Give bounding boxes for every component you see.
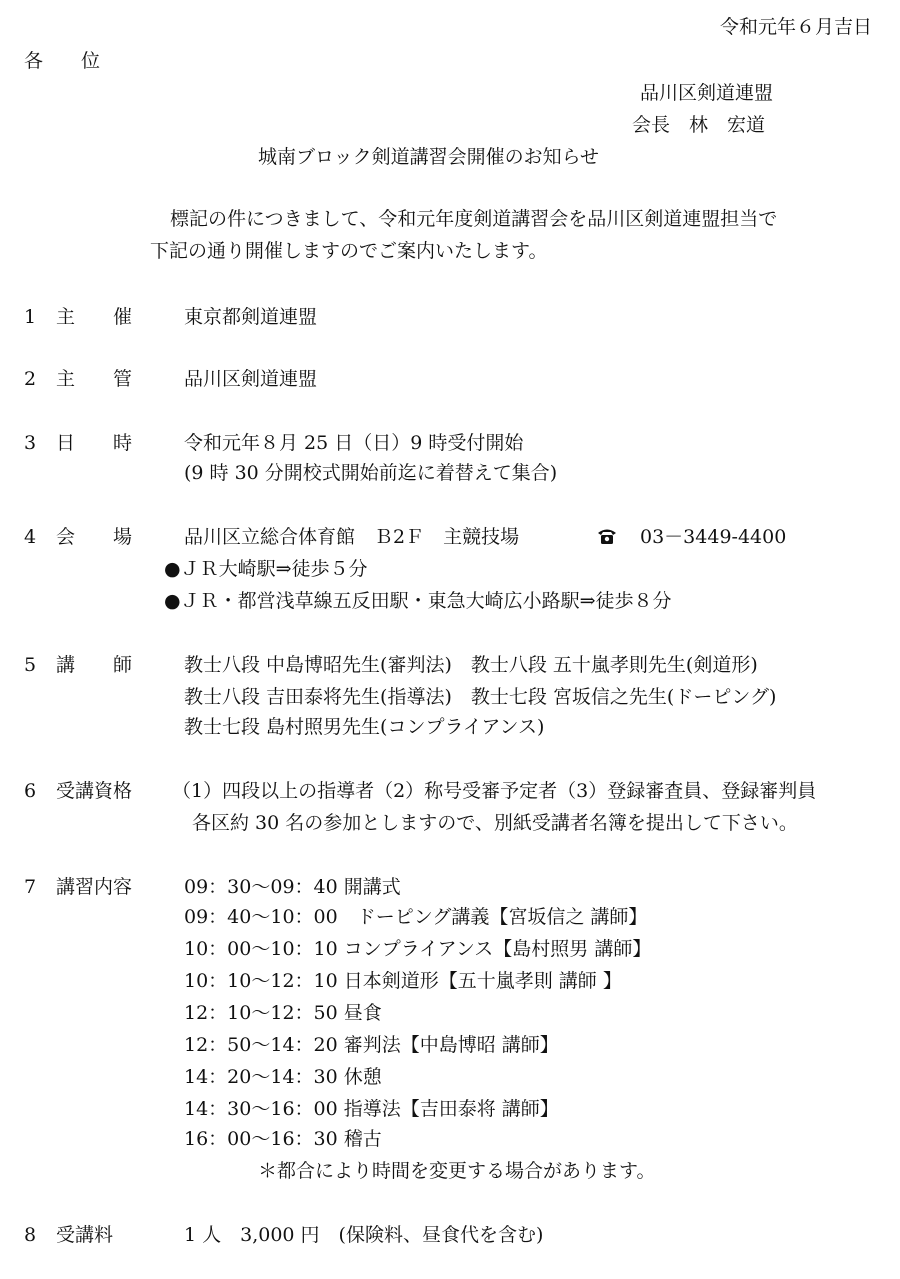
section-label: 日 時 [56, 432, 133, 454]
section-number: 7 [24, 876, 37, 898]
section-number: 1 [24, 306, 37, 328]
section-value: 品川区剣道連盟 [184, 368, 318, 390]
fee-value: 1 人 3,000 円 (保険料、昼食代を含む) [184, 1224, 544, 1246]
eligibility-line-2: 各区約 30 名の参加としますので、別紙受講者名簿を提出して下さい。 [192, 812, 798, 834]
datetime-line-2: (9 時 30 分開校式開始前迄に着替えて集合) [184, 462, 558, 484]
document-title: 城南ブロック剣道講習会開催のお知らせ [258, 146, 600, 168]
section-number: 8 [24, 1224, 37, 1246]
sender-person: 会長 林 宏道 [632, 114, 766, 136]
schedule-item: 09：40～10：00 ドーピング講義【宮坂信之 講師】 [184, 906, 648, 928]
eligibility-line-1: （1）四段以上の指導者（2）称号受審予定者（3）登録審査員、登録審判員 [172, 780, 817, 802]
section-label: 主 管 [56, 368, 133, 390]
section-label: 主 催 [56, 306, 133, 328]
sender-organization: 品川区剣道連盟 [640, 82, 774, 104]
schedule-item: 16：00～16：30 稽古 [184, 1128, 382, 1150]
section-label: 講習内容 [56, 876, 133, 898]
section-label: 受講料 [56, 1224, 114, 1246]
instructors-line-2: 教士八段 吉田泰将先生(指導法) 教士七段 宮坂信之先生(ドーピング) [184, 686, 777, 708]
schedule-note: ＊都合により時間を変更する場合があります。 [258, 1160, 656, 1182]
venue-name: 品川区立総合体育館 Ｂ2Ｆ 主競技場 [184, 526, 520, 548]
intro-line-1: 標記の件につきまして、令和元年度剣道講習会を品川区剣道連盟担当で [170, 208, 778, 230]
schedule-item: 14：20～14：30 休憩 [184, 1066, 382, 1088]
venue-access-1: ●ＪＲ大崎駅⇒徒歩５分 [164, 558, 368, 580]
section-number: 2 [24, 368, 37, 390]
schedule-item: 12：10～12：50 昼食 [184, 1002, 382, 1024]
schedule-item: 12：50～14：20 審判法【中島博昭 講師】 [184, 1034, 559, 1056]
venue-access-2: ●ＪＲ・都営浅草線五反田駅・東急大崎広小路駅⇒徒歩８分 [164, 590, 672, 612]
section-number: 5 [24, 654, 37, 676]
addressee: 各 位 [24, 50, 101, 72]
section-number: 6 [24, 780, 37, 802]
section-label: 会 場 [56, 526, 133, 548]
document-date: 令和元年６月吉日 [719, 16, 872, 38]
venue-phone: 03－3449-4400 [640, 526, 787, 548]
schedule-item: 14：30～16：00 指導法【吉田泰将 講師】 [184, 1098, 559, 1120]
intro-line-2: 下記の通り開催しますのでご案内いたします。 [150, 240, 548, 262]
section-label: 受講資格 [56, 780, 133, 802]
section-value: 東京都剣道連盟 [184, 306, 318, 328]
section-number: 4 [24, 526, 37, 548]
schedule-item: 10：10～12：10 日本剣道形【五十嵐孝則 講師 】 [184, 970, 622, 992]
datetime-line-1: 令和元年８月 25 日（日）9 時受付開始 [184, 432, 524, 454]
instructors-line-1: 教士八段 中島博昭先生(審判法) 教士八段 五十嵐孝則先生(剣道形) [184, 654, 758, 676]
section-number: 3 [24, 432, 37, 454]
instructors-line-3: 教士七段 島村照男先生(コンプライアンス) [184, 716, 545, 738]
telephone-icon [596, 526, 618, 550]
section-label: 講 師 [56, 654, 133, 676]
schedule-item: 10：00～10：10 コンプライアンス【島村照男 講師】 [184, 938, 652, 960]
schedule-item: 09：30～09：40 開講式 [184, 876, 401, 898]
